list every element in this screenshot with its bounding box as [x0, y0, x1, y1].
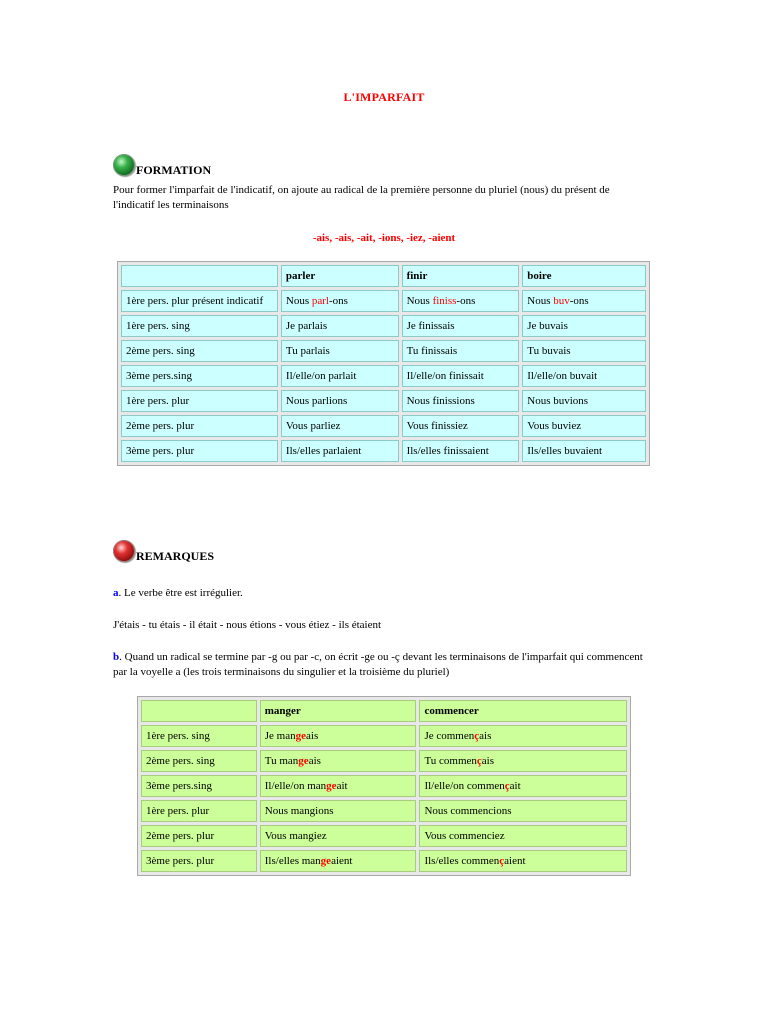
table-header-row — [141, 700, 627, 722]
spelling-highlight: ç — [474, 730, 480, 742]
remarques-heading — [113, 540, 214, 562]
etre-conjugation-line: J'étais - tu étais - il était - nous étions - vous étiez - ils étaient — [113, 619, 382, 631]
formation-text: Pour former l'imparfait de l'indicatif, on ajoute au radical de la première personne du pluriel (nous) du présent de l'indicatif les terminaisons — [113, 184, 610, 211]
table-cell: Je parlais — [281, 315, 399, 337]
remark-a-letter: a — [113, 587, 119, 599]
table-cell: Il/elle/on finissait — [402, 365, 520, 387]
table-cell: Ils/elles buvaient — [522, 440, 646, 462]
commencer-cell: Je commençais — [419, 725, 627, 747]
remark-b-letter: b — [113, 651, 120, 663]
table-cell: Nous finissions — [402, 390, 520, 412]
stem-cell-boire: Nous buv-ons — [522, 290, 646, 312]
spelling-highlight: ge — [326, 780, 337, 792]
row-label: 1ère pers. plur — [141, 800, 257, 822]
row-label: 1ère pers. plur — [121, 390, 278, 412]
header-cell — [121, 265, 278, 287]
manger-cell: Nous mangions — [260, 800, 417, 822]
red-ball-icon — [113, 540, 135, 562]
spelling-highlight: ç — [504, 780, 510, 792]
table-row — [141, 825, 627, 847]
table-row — [141, 800, 627, 822]
table-cell: Tu buvais — [522, 340, 646, 362]
table-cell: Il/elle/on parlait — [281, 365, 399, 387]
table-row — [121, 315, 646, 337]
table-row — [121, 365, 646, 387]
remark-b: b. Quand un radical se termine par -g ou par -c, on écrit -ge ou -ç devant les terminaisons de l'imparfait qui commencent par la voyelle a (les trois terminaisons du singulier et la troisième du pluriel) — [113, 651, 643, 678]
header-finir: finir — [402, 265, 520, 287]
table-row — [141, 775, 627, 797]
stem-highlight: finiss — [432, 295, 457, 307]
row-label: 2ème pers. plur — [141, 825, 257, 847]
green-ball-icon — [113, 154, 135, 176]
manger-cell: Je mangeais — [260, 725, 417, 747]
table-row — [121, 390, 646, 412]
table-cell: Je finissais — [402, 315, 520, 337]
page-title: L'IMPARFAIT — [343, 90, 425, 104]
spelling-highlight: ge — [298, 755, 309, 767]
table-row — [141, 850, 627, 872]
stem-cell-parler: Nous parl-ons — [281, 290, 399, 312]
row-label: 1ère pers. sing — [121, 315, 278, 337]
row-label: 2ème pers. plur — [121, 415, 278, 437]
remark-a: a. Le verbe être est irrégulier. — [113, 587, 243, 599]
endings-list: -ais, -ais, -ait, -ions, -iez, -aient — [312, 232, 456, 244]
row-label: 3ème pers. plur — [121, 440, 278, 462]
remarques-title: REMARQUES — [136, 549, 215, 563]
header-parler: parler — [281, 265, 399, 287]
formation-heading — [113, 154, 211, 176]
commencer-cell: Tu commençais — [419, 750, 627, 772]
header-commencer: commencer — [419, 700, 627, 722]
table-cell: Vous finissiez — [402, 415, 520, 437]
table-row — [121, 340, 646, 362]
spelling-highlight: ge — [320, 855, 332, 867]
row-label: 3ème pers.sing — [141, 775, 257, 797]
table-cell: Vous parliez — [281, 415, 399, 437]
commencer-cell: Ils/elles commençaient — [419, 850, 627, 872]
row-label: 1ère pers. plur présent indicatif — [121, 290, 278, 312]
table-cell: Je buvais — [522, 315, 646, 337]
table-cell: Nous buvions — [522, 390, 646, 412]
table-cell: Nous parlions — [281, 390, 399, 412]
row-label: 3ème pers. plur — [141, 850, 257, 872]
manger-cell: Vous mangiez — [260, 825, 417, 847]
row-label: 1ère pers. sing — [141, 725, 257, 747]
table-cell: Tu parlais — [281, 340, 399, 362]
row-label: 2ème pers. sing — [121, 340, 278, 362]
manger-cell: Ils/elles mangeaient — [260, 850, 417, 872]
stem-highlight: buv — [553, 295, 570, 307]
spelling-highlight: ge — [295, 730, 307, 742]
table-row — [121, 415, 646, 437]
commencer-cell: Vous commenciez — [419, 825, 627, 847]
row-label: 2ème pers. sing — [141, 750, 257, 772]
spelling-highlight: ç — [499, 855, 505, 867]
commencer-cell: Nous commencions — [419, 800, 627, 822]
table-row — [141, 750, 627, 772]
header-manger: manger — [260, 700, 417, 722]
table-cell: Tu finissais — [402, 340, 520, 362]
table-cell: Vous buviez — [522, 415, 646, 437]
spelling-highlight: ç — [476, 755, 482, 767]
formation-title: FORMATION — [136, 163, 212, 177]
stem-highlight: parl — [311, 295, 329, 307]
header-boire: boire — [522, 265, 646, 287]
table-cell: Ils/elles finissaient — [402, 440, 520, 462]
manger-cell: Tu mangeais — [260, 750, 417, 772]
table-row — [141, 725, 627, 747]
stem-cell-finir: Nous finiss-ons — [402, 290, 520, 312]
header-cell — [141, 700, 257, 722]
conjugation-table-parler-finir-boire — [117, 261, 650, 466]
table-row — [121, 290, 646, 312]
table-cell: Il/elle/on buvait — [522, 365, 646, 387]
conjugation-table-manger-commencer — [137, 696, 631, 876]
manger-cell: Il/elle/on mangeait — [260, 775, 417, 797]
table-cell: Ils/elles parlaient — [281, 440, 399, 462]
table-header-row — [121, 265, 646, 287]
row-label: 3ème pers.sing — [121, 365, 278, 387]
commencer-cell: Il/elle/on commençait — [419, 775, 627, 797]
table-row — [121, 440, 646, 462]
